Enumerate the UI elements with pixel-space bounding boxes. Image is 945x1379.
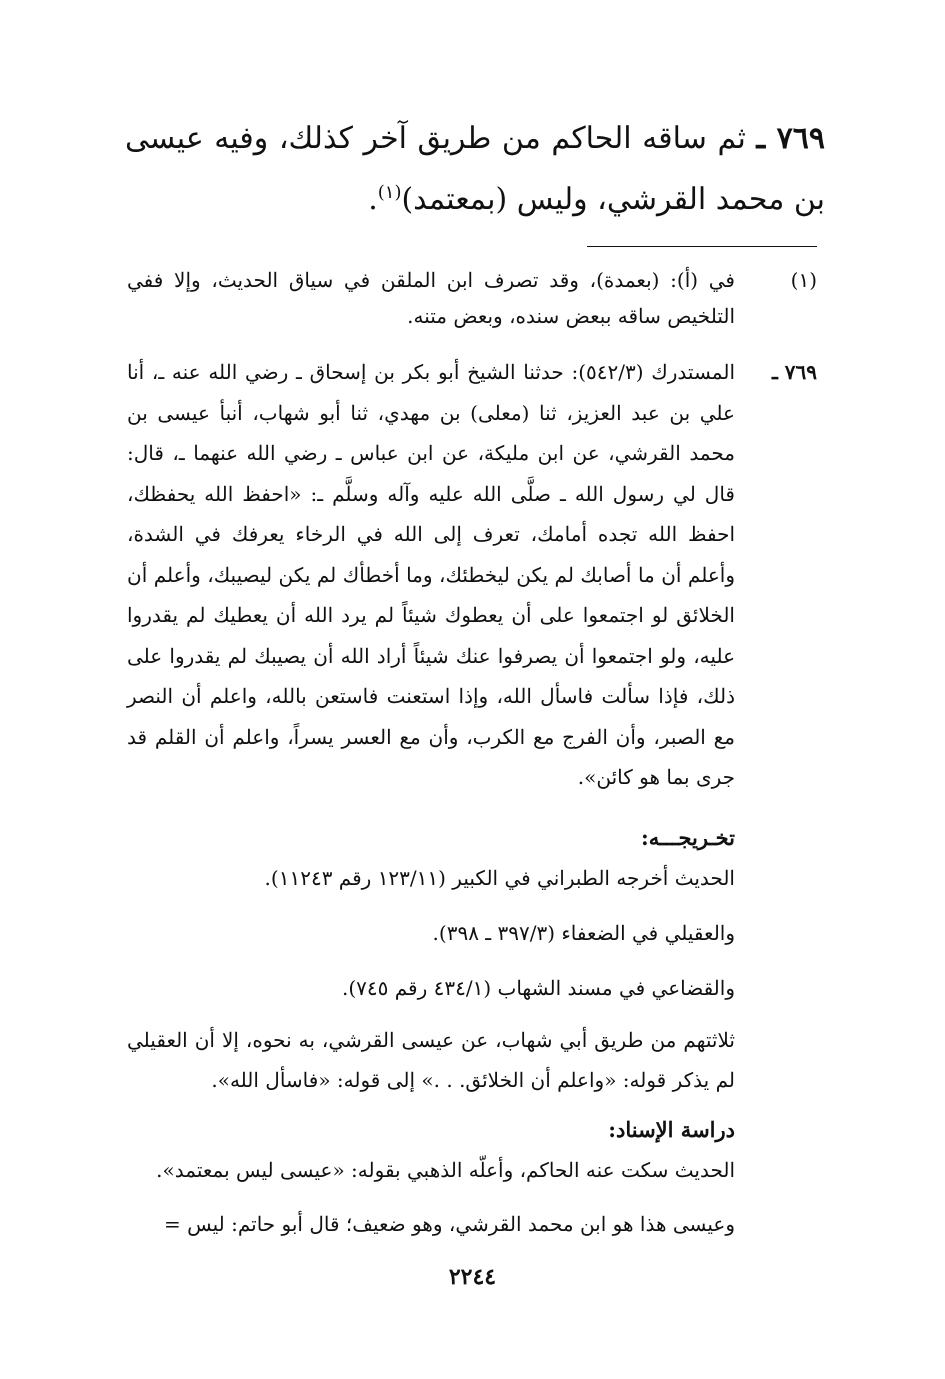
footnote-number: (١)	[790, 268, 817, 292]
takhrij-heading: تخـريجـــه:	[640, 825, 735, 850]
page-number: ٢٢٤٤	[448, 1264, 497, 1290]
entry-number: ٧٦٩ ـ	[756, 121, 825, 156]
footnote	[127, 262, 817, 334]
takhrij-line: الحديث أخرجه الطبراني في الكبير (١٢٣/١١ رقم ١١٢٤٣).	[264, 866, 735, 890]
dirasa-heading: دراسة الإسناد:	[608, 1117, 735, 1142]
hadith-block	[127, 352, 817, 798]
hadith-text: المستدرك (٥٤٢/٣): حدثنا الشيخ أبو بكر بن إسحاق ـ رضي الله عنه ـ، أنا علي بن عبد العزيز، ثنا (معلى) بن مهدي، ثنا أبو شهاب، أنبأ عيسى بن محمد القرشي، عن ابن مليكة، عن ابن عباس ـ رضي الله عنهما ـ، قال: قال لي رسول الله ـ صلَّى الله عليه وآله وسلَّم ـ: «احفظ الله يحفظك، احفظ الله تجده أمامك، تعرف إلى الله في الرخاء يعرفك في الشدة، وأعلم أن ما أصابك لم يكن ليخطئك، وما أخطأك لم يكن ليصيبك، وأعلم أن الخلائق لو اجتمعوا على أن يعطوك شيئاً لم يرد الله أن يعطيك لم يقدروا عليه، ولو اجتمعوا أن يصرفوا عنك شيئاً أراد الله أن يصيبك لم يقدروا على ذلك، فإذا سألت فاسأل الله، وإذا استعنت فاستعن بالله، واعلم أن النصر مع الصبر، وأن الفرج مع الكرب، وأن مع العسر يسراً، واعلم أن القلم قد جرى بما هو كائن».	[127, 360, 735, 789]
dirasa-section	[127, 1110, 817, 1244]
footnote-separator	[587, 246, 817, 247]
hadith-number: ٧٦٩ ـ	[771, 360, 817, 384]
takhrij-section	[127, 818, 817, 1100]
entry-header	[125, 112, 825, 227]
dirasa-line: وعيسى هذا هو ابن محمد القرشي، وهو ضعيف؛ قال أبو حاتم: ليس =	[164, 1212, 735, 1236]
footnote-text: في (أ): (بعمدة)، وقد تصرف ابن الملقن في سياق الحديث، وإلا ففي التلخيص ساقه ببعض سنده، وبعض متنه.	[127, 268, 735, 328]
takhrij-line: والقضاعي في مسند الشهاب (٤٣٤/١ رقم ٧٤٥).	[341, 976, 735, 1000]
entry-header-end: .	[368, 182, 378, 217]
takhrij-line: والعقيلي في الضعفاء (٣٩٧/٣ ـ ٣٩٨).	[432, 921, 735, 945]
dirasa-line: الحديث سكت عنه الحاكم، وأعلّه الذهبي بقوله: «عيسى ليس بمعتمد».	[156, 1158, 735, 1182]
takhrij-line: ثلاثتهم من طريق أبي شهاب، عن عيسى القرشي، به نحوه، إلا أن العقيلي لم يذكر قوله: «واعلم أن الخلائق. . .» إلى قوله: «فاسأل الله».	[127, 1028, 735, 1092]
entry-header-text: ثم ساقه الحاكم من طريق آخر كذلك، وفيه عيسى بن محمد القرشي، وليس (بمعتمد)	[125, 121, 825, 217]
footnote-reference: (١)	[377, 182, 402, 203]
